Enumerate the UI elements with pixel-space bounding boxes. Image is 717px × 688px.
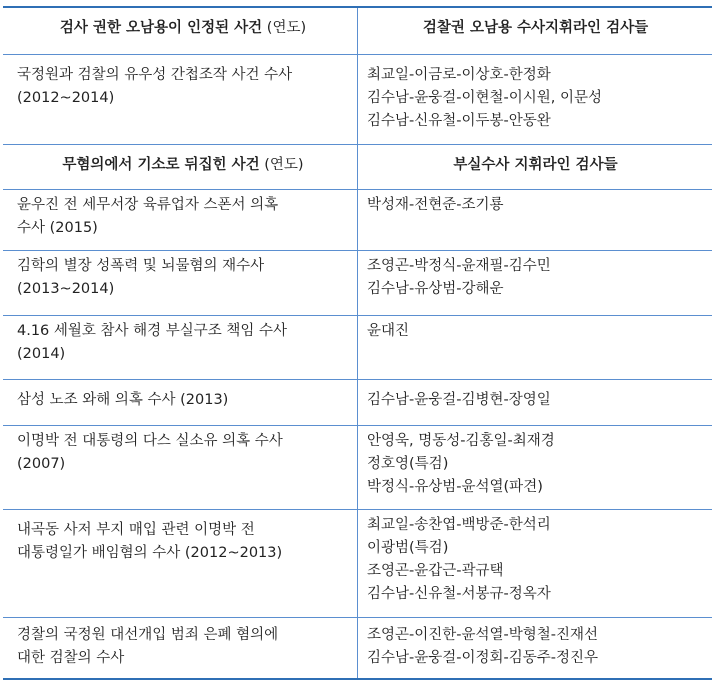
table-row: [3, 426, 712, 510]
table-row: [3, 251, 712, 316]
case-text: (2013~2014): [17, 281, 115, 297]
table-row: [3, 510, 712, 618]
case-text: 김학의 별장 성폭력 및 뇌물혐의 재수사: [17, 258, 265, 274]
prosecutor-line: 김수남-윤웅걸-김병현-장영일: [367, 392, 551, 408]
prosecutor-line: 조영곤-윤갑근-곽규택: [367, 563, 504, 579]
prosecutor-line: 김수남-신유철-이두봉-안동완: [367, 113, 551, 129]
prosecutors-cell: [358, 190, 712, 250]
table-row: [3, 316, 712, 380]
prosecutors-cell: [358, 618, 712, 678]
prosecutor-line: 윤대진: [367, 323, 410, 339]
case-text: 삼성 노조 와해 의혹 수사 (2013): [17, 392, 229, 408]
case-text: 내곡동 사저 부지 매입 관련 이명박 전: [17, 522, 255, 538]
case-cell: [3, 618, 358, 678]
prosecutors-cell: [358, 316, 712, 379]
case-cell: [3, 251, 358, 315]
prosecutors-cell: [358, 251, 712, 315]
prosecutors-cell: [358, 510, 712, 617]
header-case-column: [3, 8, 358, 54]
case-cell: [3, 190, 358, 250]
case-cell: [3, 380, 358, 425]
prosecutor-line: 김수남-신유철-서봉규-정옥자: [367, 586, 551, 602]
case-text: 대한 검찰의 수사: [17, 650, 125, 666]
prosecutors-cell: [358, 55, 712, 144]
header-prosecutors-column: 검찰권 오남용 수사지휘라인 검사들: [422, 20, 649, 36]
table-row: [3, 55, 712, 145]
prosecutors-cell: [358, 426, 712, 509]
table-header-abuse: [3, 8, 712, 55]
header-case-label: 검사 권한 오남용이 인정된 사건: [59, 20, 263, 36]
prosecutor-line: 정호영(특검): [367, 456, 449, 472]
prosecutor-line: 박성재-전현준-조기룡: [367, 197, 504, 213]
case-cell: [3, 510, 358, 617]
case-cell: [3, 55, 358, 144]
prosecutor-line: 이광범(특검): [367, 540, 449, 556]
table-header-reversed: [3, 145, 712, 190]
header-prosecutors-column: 부실수사 지휘라인 검사들: [453, 157, 618, 173]
prosecutor-line: 김수남-윤웅걸-이현철-이시원, 이문성: [367, 90, 603, 106]
case-text: 대통령일가 배임혐의 수사 (2012~2013): [17, 545, 283, 561]
case-text: (2012~2014): [17, 90, 115, 106]
header-year-label: (연도): [262, 20, 307, 36]
case-cell: [3, 426, 358, 509]
case-cell: [3, 316, 358, 379]
case-text: (2007): [17, 456, 66, 472]
prosecutor-line: 최교일-송찬엽-백방준-한석리: [367, 517, 551, 533]
case-text: 국정원과 검찰의 유우성 간첩조작 사건 수사: [17, 67, 293, 83]
table-row: [3, 190, 712, 251]
table-row: [3, 380, 712, 426]
prosecutor-line: 박정식-유상범-윤석열(파견): [367, 479, 543, 495]
prosecutor-line: 조영곤-이진한-윤석열-박형철-진재선: [367, 627, 599, 643]
prosecutor-table: [3, 6, 712, 680]
prosecutor-line: 김수남-윤웅걸-이정회-김동주-정진우: [367, 650, 599, 666]
header-case-column: [3, 145, 358, 189]
prosecutors-cell: [358, 380, 712, 425]
case-text: 수사 (2015): [17, 220, 98, 236]
case-text: 4.16 세월호 참사 해경 부실구조 책임 수사: [17, 323, 288, 339]
case-text: 이명박 전 대통령의 다스 실소유 의혹 수사: [17, 433, 283, 449]
case-text: (2014): [17, 346, 66, 362]
header-year-label: (연도): [259, 157, 304, 173]
prosecutor-line: 김수남-유상범-강해운: [367, 281, 504, 297]
case-text: 윤우진 전 세무서장 육류업자 스폰서 의혹: [17, 197, 279, 213]
case-text: 경찰의 국정원 대선개입 범죄 은폐 혐의에: [17, 627, 279, 643]
prosecutor-line: 안영욱, 명동성-김홍일-최재경: [367, 433, 555, 449]
header-case-label: 무혐의에서 기소로 뒤집힌 사건: [62, 157, 260, 173]
table-row: [3, 618, 712, 678]
prosecutor-line: 최교일-이금로-이상호-한정화: [367, 67, 551, 83]
prosecutor-line: 조영곤-박정식-윤재필-김수민: [367, 258, 551, 274]
